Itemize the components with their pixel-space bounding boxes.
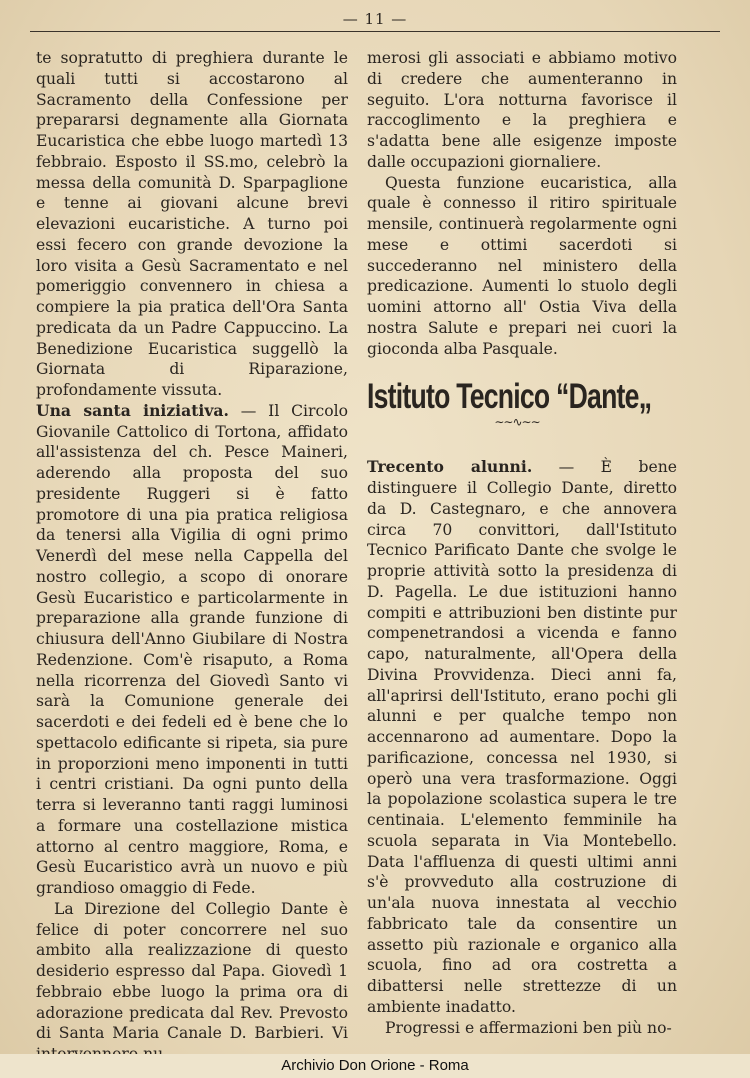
title-ornament: ∼∼∿∼∼ (494, 415, 540, 430)
left-paragraph-2-text: — Il Circolo Giovanile Cattolico di Tortona, affidato all'assistenza del ch. Pesce Maineri, aderendo alla proposta del suo presidente Ruggeri si è fatto promotore di una pia pratica religiosa da tenersi alla Vigilia di ogni primo Venerdì del mese nella Cappella del nostro collegio, a scopo di onorare Gesù Eucaristico e particolarmente in preparazione alla grande funzione di chiusura dell'Anno Giubilare di Nostra Redenzione. Com'è risaputo, a Roma nella ricorrenza del Giovedì Santo vi sarà la Comunione generale dei sacerdoti e dei fedeli ed è bene che lo spettacolo edificante si ripeta, sia pure in proporzioni meno imponenti in tutti i centri cristiani. Da ogni punto della terra si leveranno tanti raggi luminosi a formare una costellazione mistica attorno al centro maggiore, Roma, e Gesù Eucaristico avrà un nuovo e più grandioso omaggio di Fede. (36, 401, 348, 897)
run-in-heading-2: Trecento alunni. (367, 457, 533, 477)
right-paragraph-4: Progressi e affermazioni ben più no- (385, 1018, 672, 1037)
archive-footer: Archivio Don Orione - Roma (0, 1054, 750, 1078)
left-paragraph-2 (36, 401, 348, 899)
section-title: Istituto Tecnico “Dante„ (367, 377, 652, 417)
left-paragraph-1: te sopratutto di preghiera durante le quali tutti si accostarono al Sacramento della Confessione per prepararsi degnamente alla Giornata Eucaristica che ebbe luogo martedì 13 febbraio. Esposto il SS.mo, celebrò la messa della comunità D. Sparpaglione e tenne ai giovani alcune brevi elevazioni eucaristiche. A turno poi essi fecero con grande devozione la loro visita a Gesù Sacramentato e nel pomeriggio convennero in chiesa a compiere la pia pratica dell'Ora Santa predicata da un Padre Cappuccino. La Benedizione Eucaristica suggellò la Giornata di Riparazione, profondamente vissuta. (36, 49, 348, 399)
right-paragraph-1: merosi gli associati e abbiamo motivo di credere che aumenteranno in seguito. L'ora notturna favorisce il raccoglimento e la preghiera e s'adatta bene alle esigenze imposte dalle occupazioni giornaliere. (367, 49, 677, 171)
right-paragraph-3 (367, 457, 677, 1017)
page-number: — 11 — (342, 10, 408, 28)
right-paragraph-2: Questa funzione eucaristica, alla quale è connesso il ritiro spirituale mensile, continuerà regolarmente ogni mese e ottimi sacerdoti si succederanno nel ministero della predicazione. Aumenti lo stuolo degli uomini attorno all' Ostia Viva della nostra Salute e prepari nei cuori la gioconda alba Pasquale. (367, 173, 677, 358)
run-in-heading: Una santa iniziativa. (36, 400, 229, 420)
right-column (367, 48, 677, 1038)
left-column (36, 48, 348, 1065)
left-paragraph-3: La Direzione del Collegio Dante è felice di poter concorrere nel suo ambito alla realizzazione di questo desiderio espresso dal Papa. Giovedì 1 febbraio ebbe luogo la prima ora di adorazione predicata dal Rev. Prevosto di Santa Maria Canale D. Barbieri. Vi (36, 899, 348, 1043)
right-paragraph-3-text: — È bene distinguere il Collegio Dante, diretto da D. Castegnaro, e che annovera circa 70 convittori, dall'Istituto Tecnico Parificato Dante che svolge le proprie attività sotto la presidenza di D. Pagella. Le due istituzioni hanno compiti e attribuzioni ben distinte pur compenetrandosi a vicenda e fanno capo, naturalmente, all'Opera della Divina Provvidenza. Dieci anni fa, all'aprirsi dell'Istituto, erano pochi gli alunni e per qualche tempo non accennarono ad aumentare. Dopo la parificazione, concessa nel 1930, si operò una vera trasformazione. Oggi la popolazione scolastica supera le tre centinaia. L'elemento femminile ha scuola separata in Via Montebello. Data l'affluenza di questi ultimi anni s'è provveduto alla costruzione di un'ala nuova innestata al vecchio fabbricato tale da consentire un assetto più razionale e organico alla scuola, fino ad ora costretta a dibattersi nelle strettezze di un ambiente inadatto. (367, 458, 677, 1016)
header-rule (30, 31, 720, 32)
